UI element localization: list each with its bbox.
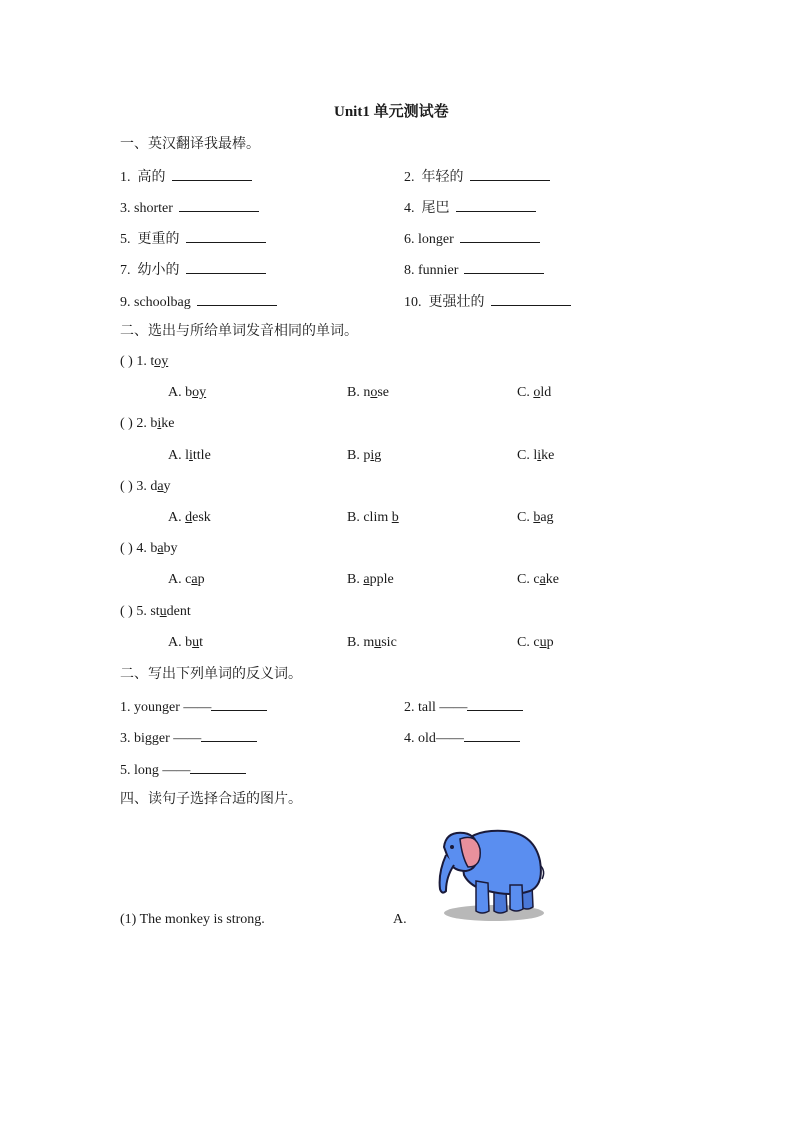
item-word: 高的 [137, 170, 166, 185]
question-word: day [150, 479, 171, 494]
answer-blank[interactable] [491, 291, 571, 306]
answer-blank[interactable] [456, 197, 536, 212]
question-stem [120, 353, 168, 371]
answer-blank[interactable] [190, 759, 246, 774]
sentence: (1) The monkey is strong. [120, 912, 265, 927]
answer-blank[interactable] [464, 259, 544, 274]
translate-item [120, 291, 277, 312]
section2-heading: 二、选出与所给单词发音相同的单词。 [120, 323, 358, 339]
item-word: shorter [134, 201, 173, 216]
antonym-item: 1. younger —— [120, 696, 267, 717]
option-c[interactable]: C. bag [517, 510, 554, 525]
item-word: funnier [418, 263, 459, 278]
item-word: schoolbag [134, 295, 191, 310]
item-word: 尾巴 [421, 201, 450, 216]
item-word: longer [418, 232, 454, 247]
translate-item [404, 166, 550, 187]
translate-item [120, 259, 266, 280]
question-number: 1. [136, 354, 147, 369]
antonym-item: 2. tall —— [404, 696, 523, 717]
option-b[interactable]: B. apple [347, 572, 394, 587]
option-c[interactable]: C. like [517, 448, 555, 463]
option-label-a[interactable]: A. [393, 912, 407, 927]
option-b[interactable]: B. clim b [347, 510, 399, 525]
translate-item [404, 291, 571, 312]
antonym-item: 5. long —— [120, 759, 246, 780]
question-number: 4. [136, 541, 147, 556]
translate-item [404, 259, 544, 280]
item-number: 3. [120, 201, 131, 216]
item-number: 10. [404, 295, 422, 310]
answer-blank[interactable] [460, 228, 540, 243]
antonym-item: 4. old—— [404, 727, 520, 748]
item-number: 6. [404, 232, 415, 247]
item-word: 幼小的 [137, 263, 180, 278]
answer-blank[interactable] [470, 166, 550, 181]
antonym-item: 3. bigger —— [120, 727, 257, 748]
translate-item [120, 228, 266, 249]
question-word: baby [150, 541, 178, 556]
option-b[interactable]: B. music [347, 635, 397, 650]
option-a[interactable]: A. cap [168, 572, 205, 587]
item-number: 5. [120, 232, 131, 247]
translate-item [120, 166, 252, 187]
section1-heading: 一、英汉翻译我最棒。 [120, 136, 260, 152]
option-c[interactable]: C. old [517, 385, 552, 400]
question-stem [120, 415, 174, 433]
answer-blank[interactable] [197, 291, 277, 306]
option-b[interactable]: B. pig [347, 448, 382, 463]
question-number: 3. [136, 479, 147, 494]
option-a[interactable]: A. little [168, 448, 211, 463]
answer-blank[interactable] [186, 259, 266, 274]
question-stem [120, 603, 191, 621]
item-word: 年轻的 [421, 170, 464, 185]
page-title: Unit1 单元测试卷 [334, 104, 449, 120]
option-c[interactable]: C. cake [517, 572, 559, 587]
item-word: 更重的 [137, 232, 180, 247]
question-number: 2. [136, 416, 147, 431]
question-word: student [150, 604, 191, 619]
item-word: 更强壮的 [428, 295, 485, 310]
translate-item [404, 197, 536, 218]
question-word: toy [150, 354, 169, 369]
option-a[interactable]: A. but [168, 635, 204, 650]
translate-item [120, 197, 259, 218]
answer-blank[interactable] [464, 727, 520, 742]
question-word: bike [150, 416, 175, 431]
answer-blank[interactable] [172, 166, 252, 181]
option-a[interactable]: A. boy [168, 385, 207, 400]
elephant-icon[interactable] [432, 825, 547, 925]
answer-blank[interactable] [186, 228, 266, 243]
option-a[interactable]: A. desk [168, 510, 211, 525]
question-stem [120, 540, 178, 558]
answer-paren[interactable]: ( ) [120, 479, 133, 494]
answer-blank[interactable] [179, 197, 259, 212]
question-stem [120, 478, 171, 496]
item-number: 2. [404, 170, 415, 185]
item-number: 1. [120, 170, 131, 185]
item-number: 4. [404, 201, 415, 216]
answer-paren[interactable]: ( ) [120, 354, 133, 369]
option-c[interactable]: C. cup [517, 635, 554, 650]
section4-heading: 四、读句子选择合适的图片。 [120, 791, 302, 807]
answer-paren[interactable]: ( ) [120, 416, 133, 431]
item-number: 8. [404, 263, 415, 278]
answer-blank[interactable] [201, 727, 257, 742]
item-number: 9. [120, 295, 131, 310]
question-number: 5. [136, 604, 147, 619]
answer-paren[interactable]: ( ) [120, 604, 133, 619]
option-b[interactable]: B. nose [347, 385, 390, 400]
answer-blank[interactable] [211, 696, 267, 711]
translate-item [404, 228, 540, 249]
answer-blank[interactable] [467, 696, 523, 711]
item-number: 7. [120, 263, 131, 278]
section3-heading: 二、写出下列单词的反义词。 [120, 666, 302, 682]
answer-paren[interactable]: ( ) [120, 541, 133, 556]
